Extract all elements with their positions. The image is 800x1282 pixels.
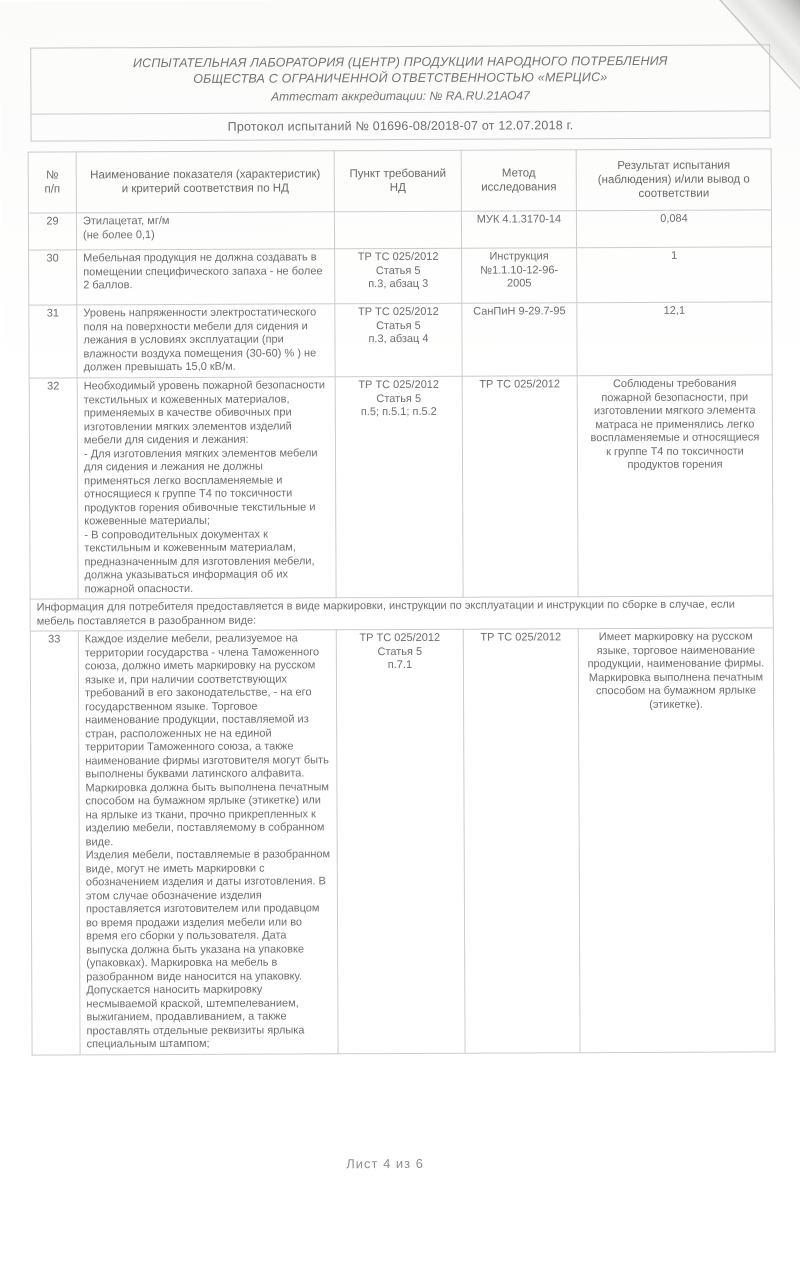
test-result: 0,084 xyxy=(576,210,771,248)
test-result: 12,1 xyxy=(577,302,772,376)
test-result: Имеет маркировку на русском языке, торговое наименование продукции, наименование фирмы. Маркировка выполнена печатным способом на бумажном ярлыке (этикетке). xyxy=(578,628,775,1052)
column-header-result: Результат испытания (наблюдения) и/или вывод о соответствии xyxy=(576,149,771,211)
requirement-clause: ТР ТС 025/2012 Статья 5 п.3, абзац 4 xyxy=(335,303,462,377)
laboratory-name-line1: ИСПЫТАТЕЛЬНАЯ ЛАБОРАТОРИЯ (ЦЕНТР) ПРОДУКЦИИ НАРОДНОГО ПОТРЕБЛЕНИЯ xyxy=(132,53,668,71)
indicator-name: Каждое изделие мебели, реализуемое на территории государства - члена Таможенного союза, должно иметь маркировку на русском языке и, при наличии соответствующих требований в его законодательстве, - на его государственном языке. Торговое наименование продукции, поставляемой из стран, расположенных не на единой территории Таможенного союза, а также наименование фирмы изготовителя могут быть выполнены буквами латинского алфавита. Маркировка должна быть выполнена печатным способом на бумажном ярлыке (этикетке) или на ярлыке из ткани, прочно прикрепленных к изделию мебели, поставляемому в собранном виде. Изделия мебели, поставляемые в разобранном виде, могут не иметь маркировки с обозначением изделия и даты изготовления. В этом случае обозначение изделия проставляется изготовителем или продавцом во время продажи изделия мебели или во время его сборки у пользователя. Дата выпуска должна быть указана на упаковке (упаковках). Маркировка на мебель в разобранном виде наносится на упаковку. Допускается наносить маркировку несмываемой краской, штемпелеванием, выжиганием, продавливанием, а также проставлять отдельные реквизиты ярлыка специальным штампом; xyxy=(78,630,338,1055)
protocol-number-line: Протокол испытаний № 01696-08/2018-07 от 12.07.2018 г. xyxy=(227,118,574,134)
row-number: 31 xyxy=(29,305,77,378)
indicator-name: Этилацетат, мг/м (не более 0,1) xyxy=(76,212,334,250)
test-result: 1 xyxy=(577,247,772,303)
column-header-num: № п/п xyxy=(28,152,76,213)
indicator-name: Мебельная продукция не должна создавать в помещении специфического запаха - не более 2 баллов. xyxy=(77,249,335,305)
accreditation-certificate: Аттестат аккредитации: № RA.RU.21АО47 xyxy=(271,88,530,104)
table-row xyxy=(29,375,773,599)
requirement-clause: ТР ТС 025/2012 Статья 5 п.5; п.5.1; п.5.2 xyxy=(335,376,463,598)
table-row xyxy=(29,302,772,378)
row-number: 30 xyxy=(29,250,77,305)
test-method: СанПиН 9-29.7-95 xyxy=(462,303,577,377)
test-method: Инструкция №1.1.10-12-96- 2005 xyxy=(462,248,577,304)
test-method: ТР ТС 025/2012 xyxy=(462,376,578,597)
test-method: ТР ТС 025/2012 xyxy=(463,629,580,1053)
test-method: МУК 4.1.3170-14 xyxy=(461,211,576,249)
row-number: 29 xyxy=(28,213,76,250)
consumer-info-band: Информация для потребителя предоставляется в виде маркировки, инструкции по эксплуатации и инструкции по сборке в случае, если мебель поставляется в разобранном виде: xyxy=(30,596,773,631)
laboratory-title-block xyxy=(31,45,769,114)
column-header-indicator: Наименование показателя (характеристик) и критерий соответствия по НД xyxy=(76,151,334,213)
test-results-table xyxy=(28,148,776,1055)
requirement-clause: ТР ТС 025/2012 Статья 5 п.7.1 xyxy=(336,629,465,1053)
document-header xyxy=(30,44,770,141)
consumer-info-band-row xyxy=(30,596,773,631)
column-header-requirement: Пункт требований НД xyxy=(334,150,461,212)
row-number: 32 xyxy=(29,378,78,599)
page-number-footer: Лист 4 из 6 xyxy=(346,1155,424,1172)
table-row xyxy=(30,628,775,1055)
laboratory-name-line2: ОБЩЕСТВА С ОГРАНИЧЕННОЙ ОТВЕТСТВЕННОСТЬЮ «МЕРЦИС» xyxy=(193,70,608,86)
indicator-name: Необходимый уровень пожарной безопасности текстильных и кожевенных материалов, применяемых в качестве обивочных при изготовлении мягких элементов изделий мебели для сидения и лежания: - Для изготовления мягких элементов мебели для сидения и лежания не должны применяться легко воспламеняемые и относящиеся к группе Т4 по токсичности продуктов горения обивочные текстильные и кожевенные материалы; - В сопроводительных документах к текстильным и кожевенным материалам, предназначенным для изготовления мебели, должна указываться информация об их пожарной опасности. xyxy=(77,377,336,599)
indicator-name: Уровень напряженности электростатического поля на поверхности мебели для сидения и лежания в условиях эксплуатации (при влажности воздуха помещения (30-60) % ) не должен превышать 15,0 кВ/м. xyxy=(77,304,335,378)
table-row xyxy=(29,247,772,305)
test-result: Соблюдены требования пожарной безопасности, при изготовлении мягкого элемента матраса не применялись легко воспламеняемые и относящиеся к группе Т4 по токсичности продуктов горения xyxy=(577,375,773,597)
row-number: 33 xyxy=(30,631,80,1055)
column-header-method: Метод исследования xyxy=(461,150,576,212)
table-header-row xyxy=(28,149,771,213)
table-row xyxy=(28,210,771,250)
requirement-clause: ТР ТС 025/2012 Статья 5 п.3, абзац 3 xyxy=(335,248,462,304)
requirement-clause xyxy=(334,211,461,249)
